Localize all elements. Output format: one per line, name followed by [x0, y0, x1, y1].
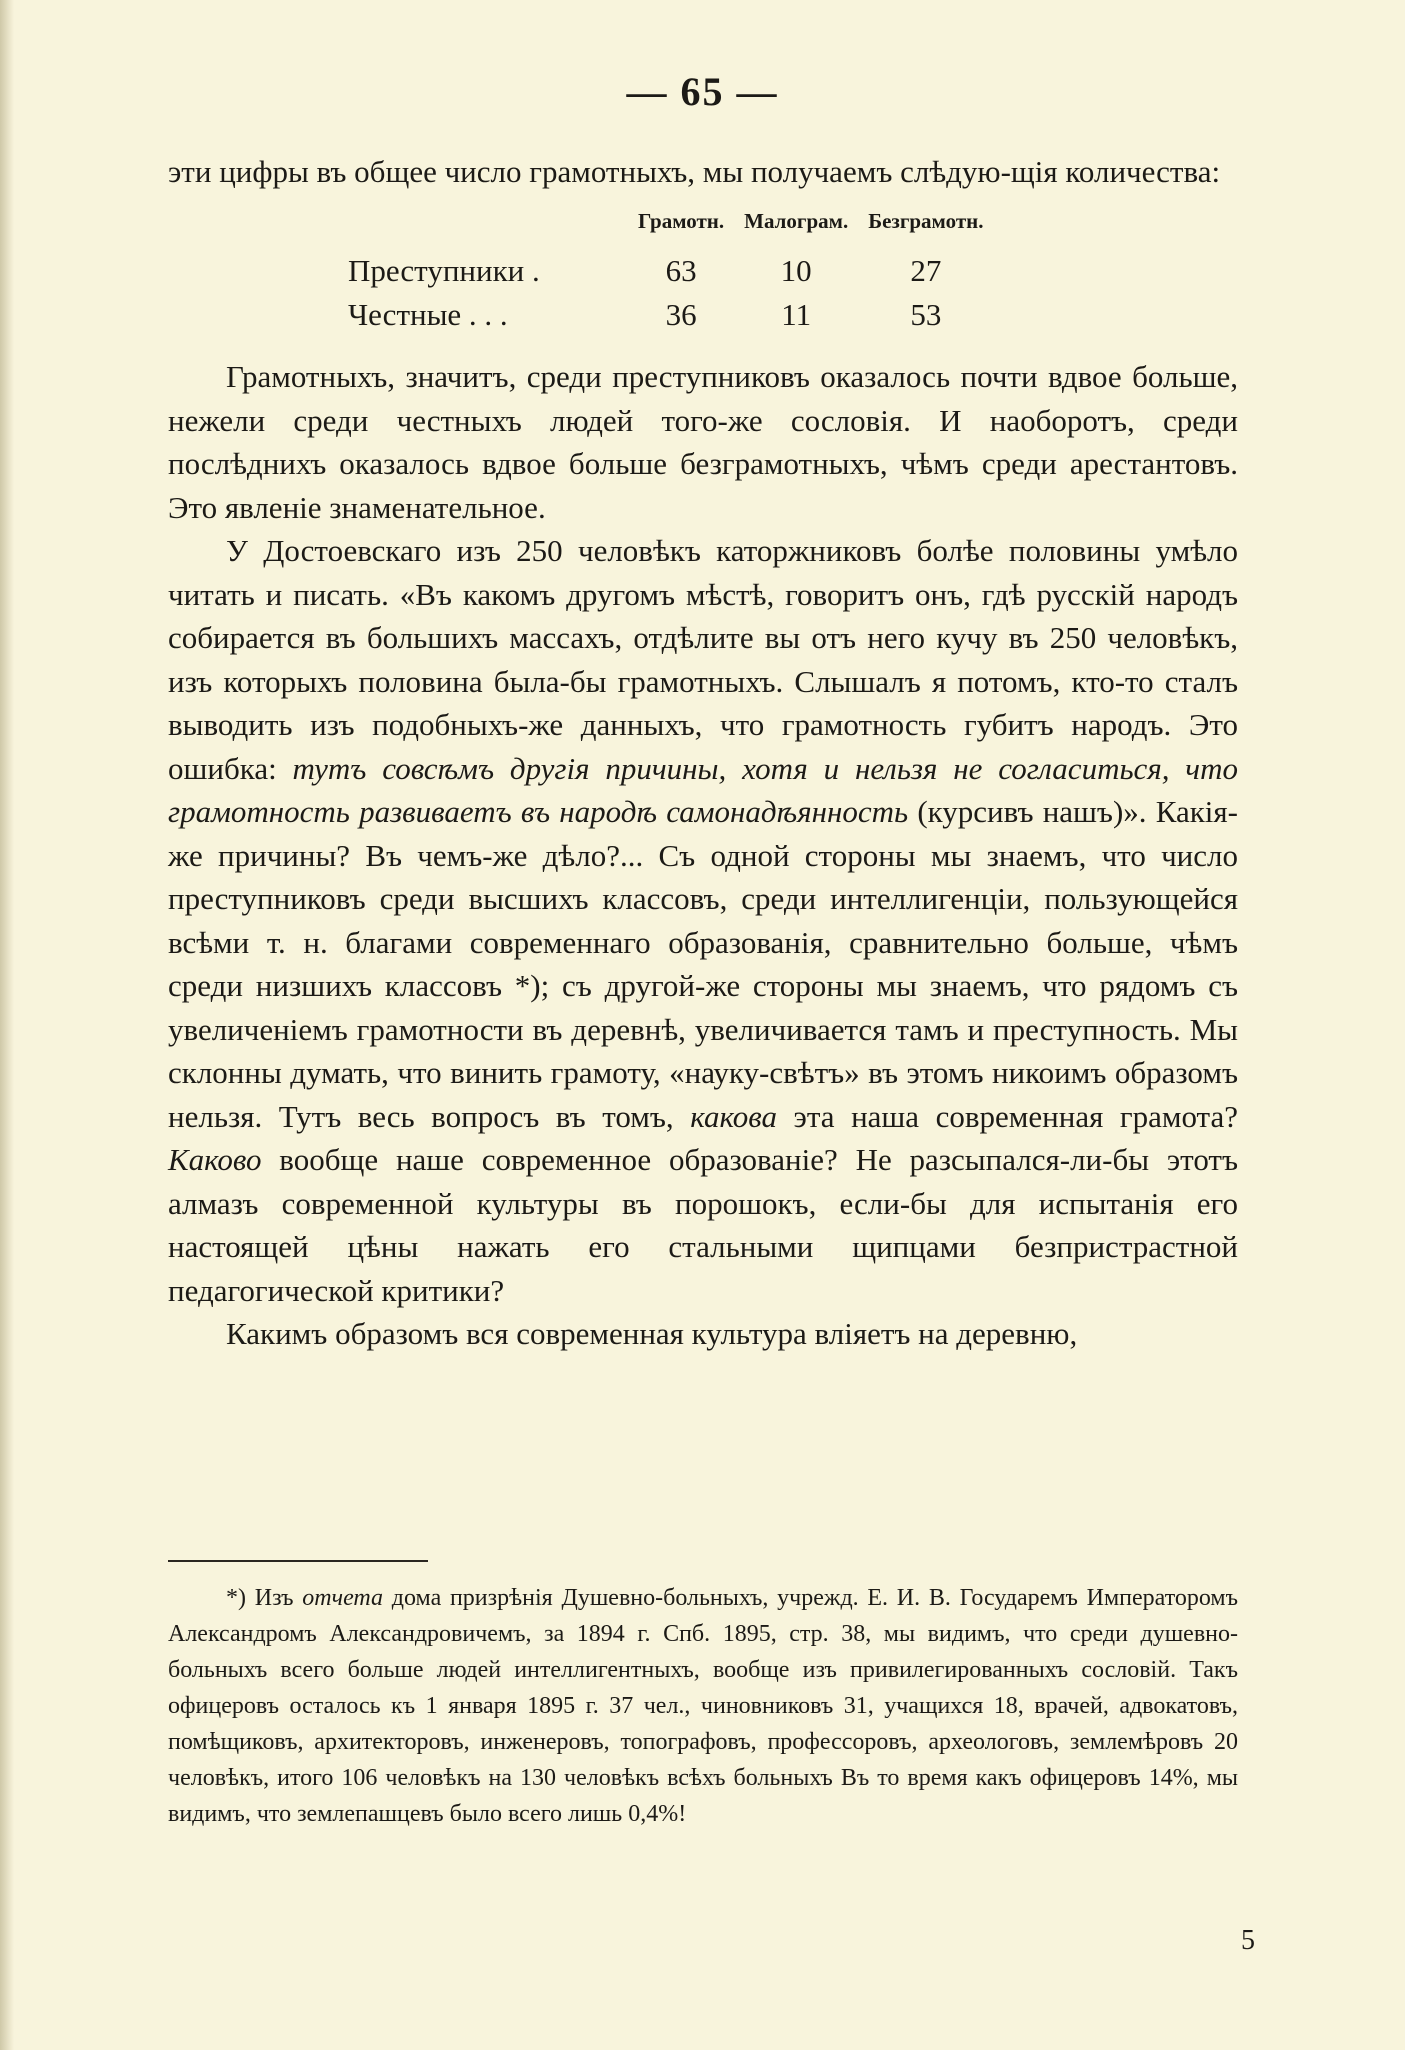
- paragraph-dostoevsky: [168, 529, 1238, 1312]
- table-header: Грамотн.: [638, 208, 725, 233]
- table-header-row: [348, 200, 993, 250]
- text-run: вообще наше современное образованіе? Не разсыпался-ли-бы этотъ алмазъ современной культуры въ порошокъ, если-бы для испытанія его настоящей цѣны нажать его стальными щипцами безпристрастной педагогической критики?: [168, 1142, 1238, 1308]
- italic-word: отчета: [302, 1585, 384, 1611]
- row-label: Честные . . .: [348, 297, 508, 333]
- italic-word: какова: [690, 1098, 778, 1134]
- text-run: У Достоевскаго изъ 250 человѣкъ каторжниковъ болѣе половины умѣло читать и писать. «Въ какомъ другомъ мѣстѣ, говоритъ онъ, гдѣ русскій народъ собирается въ большихъ массахъ, отдѣлите вы отъ него кучу въ 250 человѣкъ, изъ которыхъ половина была-бы грамотныхъ. Слышалъ я потомъ, кто-то сталъ выводить изъ подобныхъ-же данныхъ, что грамотность губитъ народъ. Это ошибка:: [168, 533, 1238, 786]
- table-row: [348, 249, 993, 293]
- row-label: Преступники .: [348, 253, 540, 289]
- main-text: [168, 150, 1238, 1356]
- footnote: [168, 1580, 1238, 1832]
- footnote-divider: [168, 1560, 428, 1562]
- page-edge-shadow: [0, 0, 14, 2050]
- table-header: Безграмотн.: [868, 208, 984, 233]
- printer-signature: 5: [1241, 1925, 1255, 1956]
- text-run: эта наша современная грамота?: [777, 1098, 1238, 1134]
- italic-word: Каково: [168, 1142, 262, 1177]
- table-header: Малограм.: [744, 208, 849, 233]
- table-cell: 53: [910, 297, 942, 333]
- paragraph-literacy-comparison: Грамотныхъ, значитъ, среди преступниковъ оказалось почти вдвое больше, нежели среди честныхъ людей того-же сословія. И наоборотъ, среди послѣднихъ оказалось вдвое больше безграмотныхъ, чѣмъ среди арестантовъ. Это явленіе знаменательное.: [168, 359, 1238, 525]
- text-run: дома призрѣнія Душевно-больныхъ, учрежд. Е. И. В. Государемъ Императоромъ Александромъ Александровичемъ, за 1894 г. Спб. 1895, стр. 38, мы видимъ, что среди душевно-больныхъ всего больше людей интеллигентныхъ, вообще изъ привилегированныхъ сословій. Такъ офицеровъ осталось къ 1 января 1895 г. 37 чел., чиновниковъ 31, учащихся 18, врачей, адвокатовъ, помѣщиковъ, архитекторовъ, инженеровъ, топографовъ, профессоровъ, археологовъ, землемѣровъ 20 человѣкъ, итого 106 человѣкъ на 130 человѣкъ всѣхъ больныхъ Въ то время какъ офицеровъ 14%, мы видимъ, что землепашцевъ было всего лишь 0,4%!: [168, 1585, 1239, 1827]
- table-cell: 63: [665, 253, 697, 289]
- intro-paragraph: эти цифры въ общее число грамотныхъ, мы получаемъ слѣдую-щія количества:: [168, 154, 1221, 189]
- literacy-table: [348, 200, 993, 338]
- italic-quote: тутъ совсѣмъ другія причины, хотя и нельзя не согласиться, что грамотность развиваетъ въ народѣ самонадѣянность: [168, 750, 1238, 829]
- text-run: *) Изъ: [226, 1585, 303, 1611]
- table-cell: 11: [781, 297, 812, 333]
- table-cell: 27: [910, 253, 942, 289]
- table-cell: 10: [780, 253, 812, 289]
- page-number: — 65 —: [626, 69, 779, 114]
- table-cell: 36: [665, 297, 697, 333]
- table-header-empty: [348, 200, 628, 250]
- text-run: (курсивъ нашъ)». Какія-же причины? Въ чемъ-же дѣло?... Съ одной стороны мы знаемъ, что число преступниковъ среди высшихъ классовъ, среди интеллигенціи, пользующейся всѣми т. н. благами современнаго образованія, сравнительно больше, чѣмъ среди низшихъ классовъ *); съ другой-же стороны мы знаемъ, что рядомъ съ увеличеніемъ грамотности въ деревнѣ, увеличивается тамъ и преступность. Мы склонны думать, что винить грамоту, «науку-свѣтъ» въ этомъ никоимъ образомъ нельзя. Тутъ весь вопросъ въ томъ,: [168, 794, 1238, 1134]
- paragraph-culture: Какимъ образомъ вся современная культура вліяетъ на деревню,: [226, 1316, 1078, 1351]
- footnote-text: [168, 1580, 1238, 1832]
- table-row: [348, 293, 993, 337]
